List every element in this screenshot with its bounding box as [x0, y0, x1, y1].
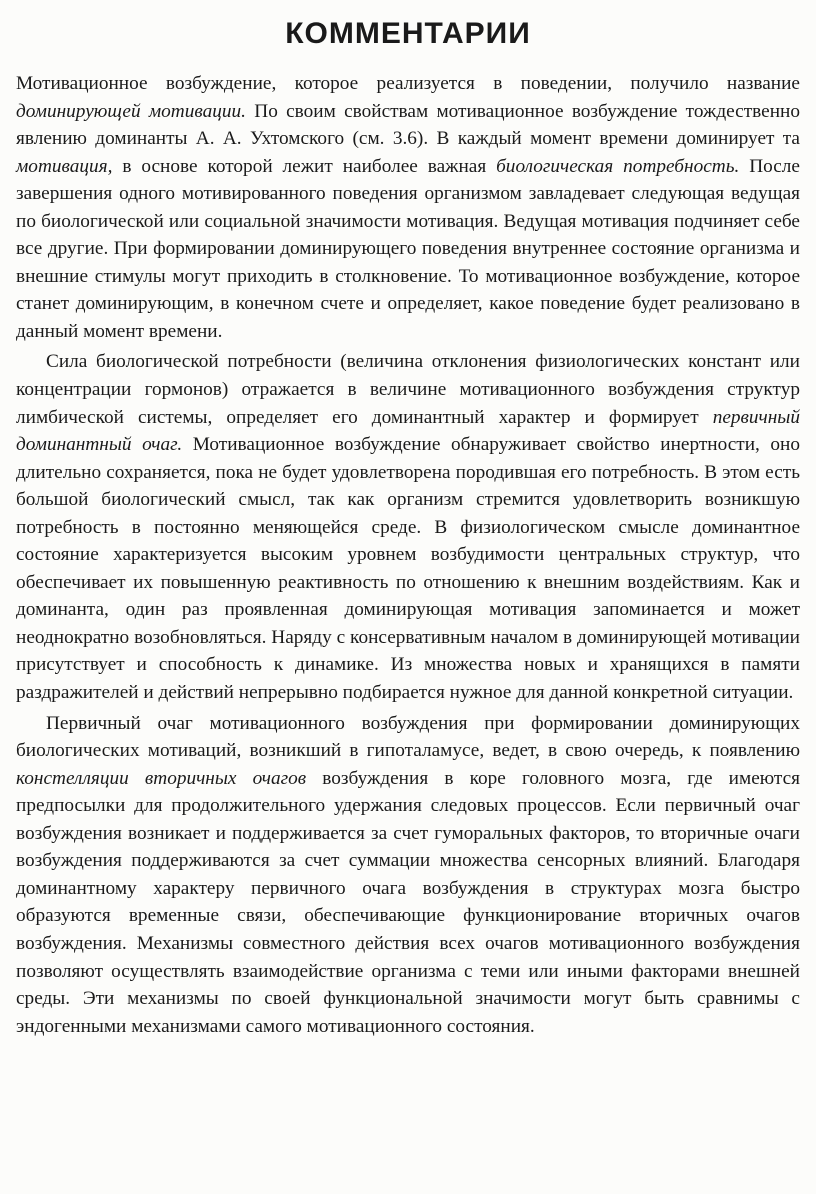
- text-run: Сила биологической потребности (величина отклонения физиологических констант или концентрации гормонов) отражается в величине мотивационного возбуждения структур лимбической системы, определяет его доминантный характер и формирует: [16, 351, 800, 428]
- italic-term: констелляции вторичных очагов: [16, 767, 307, 789]
- text-run: возбуждения в коре головного мозга, где имеются предпосылки для продолжительного удержания следовых процессов. Если первичный очаг возбуждения возникает и поддерживается за счет гуморальных факторов, то вторичные очаги возбуждения поддерживаются за счет суммации множества сенсорных влияний. Благодаря доминантному характеру первичного очага возбуждения в структурах мозга быстро образуются временные связи, обеспечивающие функционирование вторичных очагов возбуждения. Механизмы совместного действия всех очагов мотивационного возбуждения позволяют осуществлять взаимодействие организма с теми или иными факторами внешней среды. Эти механизмы по своей функциональной значимости могут быть сравнимы с эндогенными механизмами самого мотивационного состояния.: [16, 767, 800, 1037]
- italic-term: первичный доминантный очаг.: [16, 406, 800, 456]
- text-run: По своим свойствам мотивационное возбуждение тождественно явлению доминанты А. А. Ухтомского (см. 3.6). В каждый момент времени доминирует та: [16, 100, 800, 150]
- text-run: в основе которой лежит наиболее важная: [112, 155, 497, 177]
- body-text: [16, 70, 800, 1040]
- paragraph-1: [16, 70, 800, 345]
- page-title: КОММЕНТАРИИ: [285, 17, 531, 50]
- paragraph-3: [16, 710, 800, 1041]
- text-run: Мотивационное возбуждение, которое реализуется в поведении, получило название: [16, 73, 800, 94]
- text-run: Мотивационное возбуждение обнаруживает свойство инертности, оно длительно сохраняется, пока не будет удовлетворена породившая его потребность. В этом есть большой биологический смысл, так как организм стремится удовлетворить возникшую потребность в постоянно меняющейся среде. В физиологическом смысле доминантное состояние характеризуется высоким уровнем возбудимости центральных структур, что обеспечивает их повышенную реактивность по отношению к внешним воздействиям. Как и доминанта, один раз проявленная доминирующая мотивация запоминается и может неоднократно возобновляться. Наряду с консервативным началом в доминирующей мотивации присутствует и способность к динамике. Из множества новых и хранящихся в памяти раздражителей и действий непрерывно подбирается нужное для данной конкретной ситуации.: [16, 434, 800, 704]
- italic-term: биологическая потребность.: [496, 155, 740, 177]
- text-run: После завершения одного мотивированного поведения организмом завладевает следующая ведущая по биологической или социальной значимости мотивация. Ведущая мотивация подчиняет себе все другие. При формировании доминирующего поведения внутреннее состояние организма и внешние стимулы могут приходить в столкновение. То мотивационное возбуждение, которое станет доминирующим, в конечном счете и определяет, какое поведение будет реализовано в данный момент времени.: [16, 155, 800, 342]
- paragraph-2: [16, 348, 800, 706]
- italic-term: мотивация,: [16, 155, 113, 177]
- text-run: Первичный очаг мотивационного возбуждения при формировании доминирующих биологических мотиваций, возникший в гипоталамусе, ведет, в свою очередь, к появлению: [16, 712, 800, 762]
- italic-term: доминирующей мотивации.: [16, 100, 246, 122]
